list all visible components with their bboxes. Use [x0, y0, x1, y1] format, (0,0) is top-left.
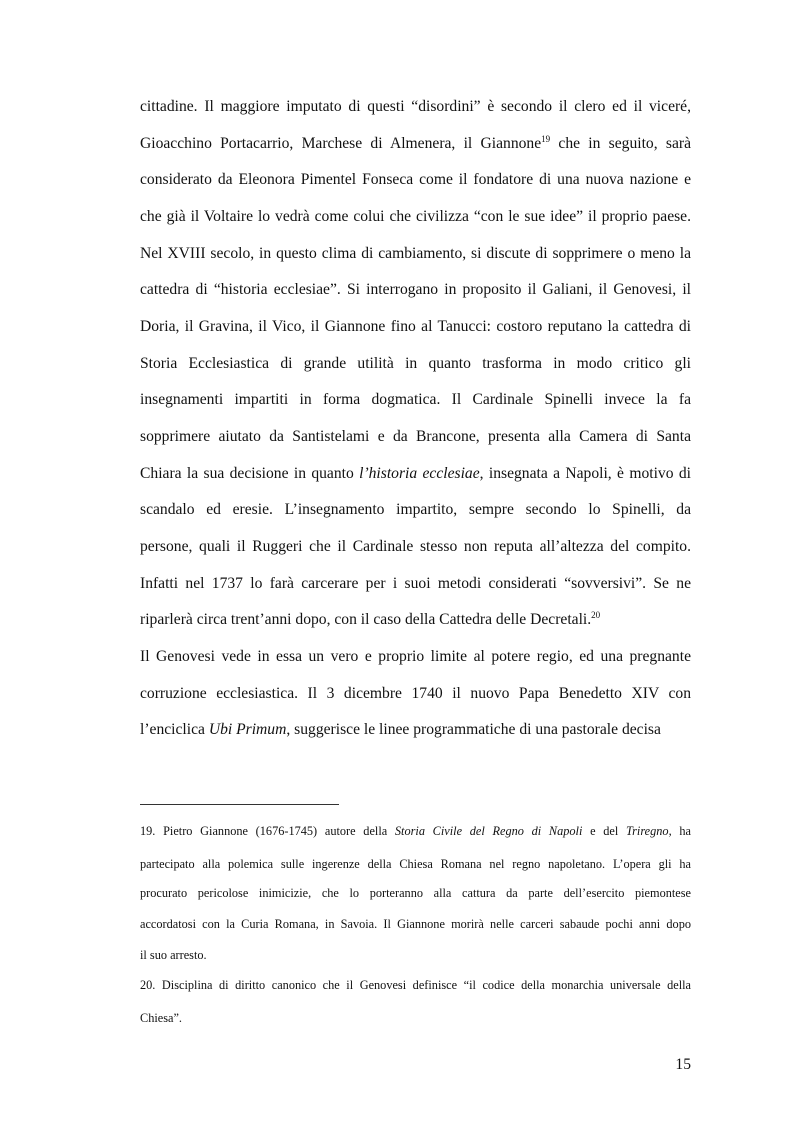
body-line: Il Genovesi vede in essa un vero e proprio limite al potere regio, ed una pregnante [140, 648, 691, 665]
footnote-text: e del [582, 824, 626, 838]
body-line: scandalo ed eresie. L’insegnamento impartito, sempre secondo lo Spinelli, da [140, 501, 691, 518]
body-line: persone, quali il Ruggeri che il Cardinale stesso non reputa all’altezza del compito. [140, 538, 691, 555]
body-text: , insegnata a Napoli, è motivo di [479, 465, 691, 482]
footnote-20-line: 20. Disciplina di diritto canonico che il Genovesi definisce “il codice della monarchia universale della [140, 978, 691, 992]
footnote-19-line: accordatosi con la Curia Romana, in Savoia. Il Giannone morirà nelle carceri sabaude pochi anni dopo [140, 917, 691, 931]
body-text: , suggerisce le linee programmatiche di una pastorale decisa [286, 721, 661, 738]
body-line: corruzione ecclesiastica. Il 3 dicembre 1740 il nuovo Papa Benedetto XIV con [140, 685, 691, 702]
footnote-19-line: partecipato alla polemica sulle ingerenze della Chiesa Romana nel regno napoletano. L’opera gli ha [140, 857, 691, 871]
body-line: cattedra di “historia ecclesiae”. Si interrogano in proposito il Galiani, il Genovesi, il [140, 281, 691, 298]
body-line: insegnamenti impartiti in forma dogmatica. Il Cardinale Spinelli invece la fa [140, 391, 691, 408]
footnote-separator [140, 804, 339, 805]
body-line: cittadine. Il maggiore imputato di questi “disordini” è secondo il clero ed il viceré, [140, 98, 691, 115]
italic-title: Storia Civile del Regno di Napoli [394, 824, 583, 838]
body-text: l’enciclica [140, 721, 209, 738]
footnote-19-line: procurato pericolose inimicizie, che lo porteranno alla cattura da parte dell’esercito piemontese [140, 886, 691, 900]
footnote-20-line: Chiesa”. [140, 1011, 183, 1025]
body-line: considerato da Eleonora Pimentel Fonseca come il fondatore di una nuova nazione e [140, 171, 691, 188]
footnote-text: , ha [668, 824, 691, 838]
body-line: Nel XVIII secolo, in questo clima di cambiamento, si discute di sopprimere o meno la [140, 245, 691, 262]
footnote-19-line [140, 823, 691, 839]
italic-term: l’historia ecclesiae [359, 465, 480, 482]
body-line: Doria, il Gravina, il Vico, il Giannone fino al Tanucci: costoro reputano la cattedra di [140, 318, 691, 335]
page-number: 15 [675, 1056, 691, 1073]
footnote-text: 19. Pietro Giannone (1676-1745) autore della [140, 824, 395, 838]
body-text: che in seguito, sarà [550, 135, 691, 152]
body-line [140, 134, 691, 154]
body-line: che già il Voltaire lo vedrà come colui che civilizza “con le sue idee” il proprio paese. [140, 208, 691, 225]
body-line [140, 464, 691, 484]
body-line [140, 720, 691, 740]
footnote-ref-20[interactable]: 20 [591, 610, 601, 620]
body-line [140, 610, 691, 630]
body-line: sopprimere aiutato da Santistelami e da Brancone, presenta alla Camera di Santa [140, 428, 691, 445]
body-line: Infatti nel 1737 lo farà carcerare per i suoi metodi considerati “sovversivi”. Se ne [140, 575, 691, 592]
italic-title: Triregno [625, 824, 669, 838]
footnote-ref-19[interactable]: 19 [541, 134, 551, 144]
body-text: riparlerà circa trent’anni dopo, con il caso della Cattedra delle Decretali. [140, 611, 592, 628]
body-text: Chiara la sua decisione in quanto [140, 465, 360, 482]
italic-term: Ubi Primum [208, 721, 287, 738]
body-text: Gioacchino Portacarrio, Marchese di Almenera, il Giannone [140, 135, 542, 152]
body-line: Storia Ecclesiastica di grande utilità in quanto trasforma in modo critico gli [140, 355, 691, 372]
footnote-19-line: il suo arresto. [140, 948, 207, 962]
